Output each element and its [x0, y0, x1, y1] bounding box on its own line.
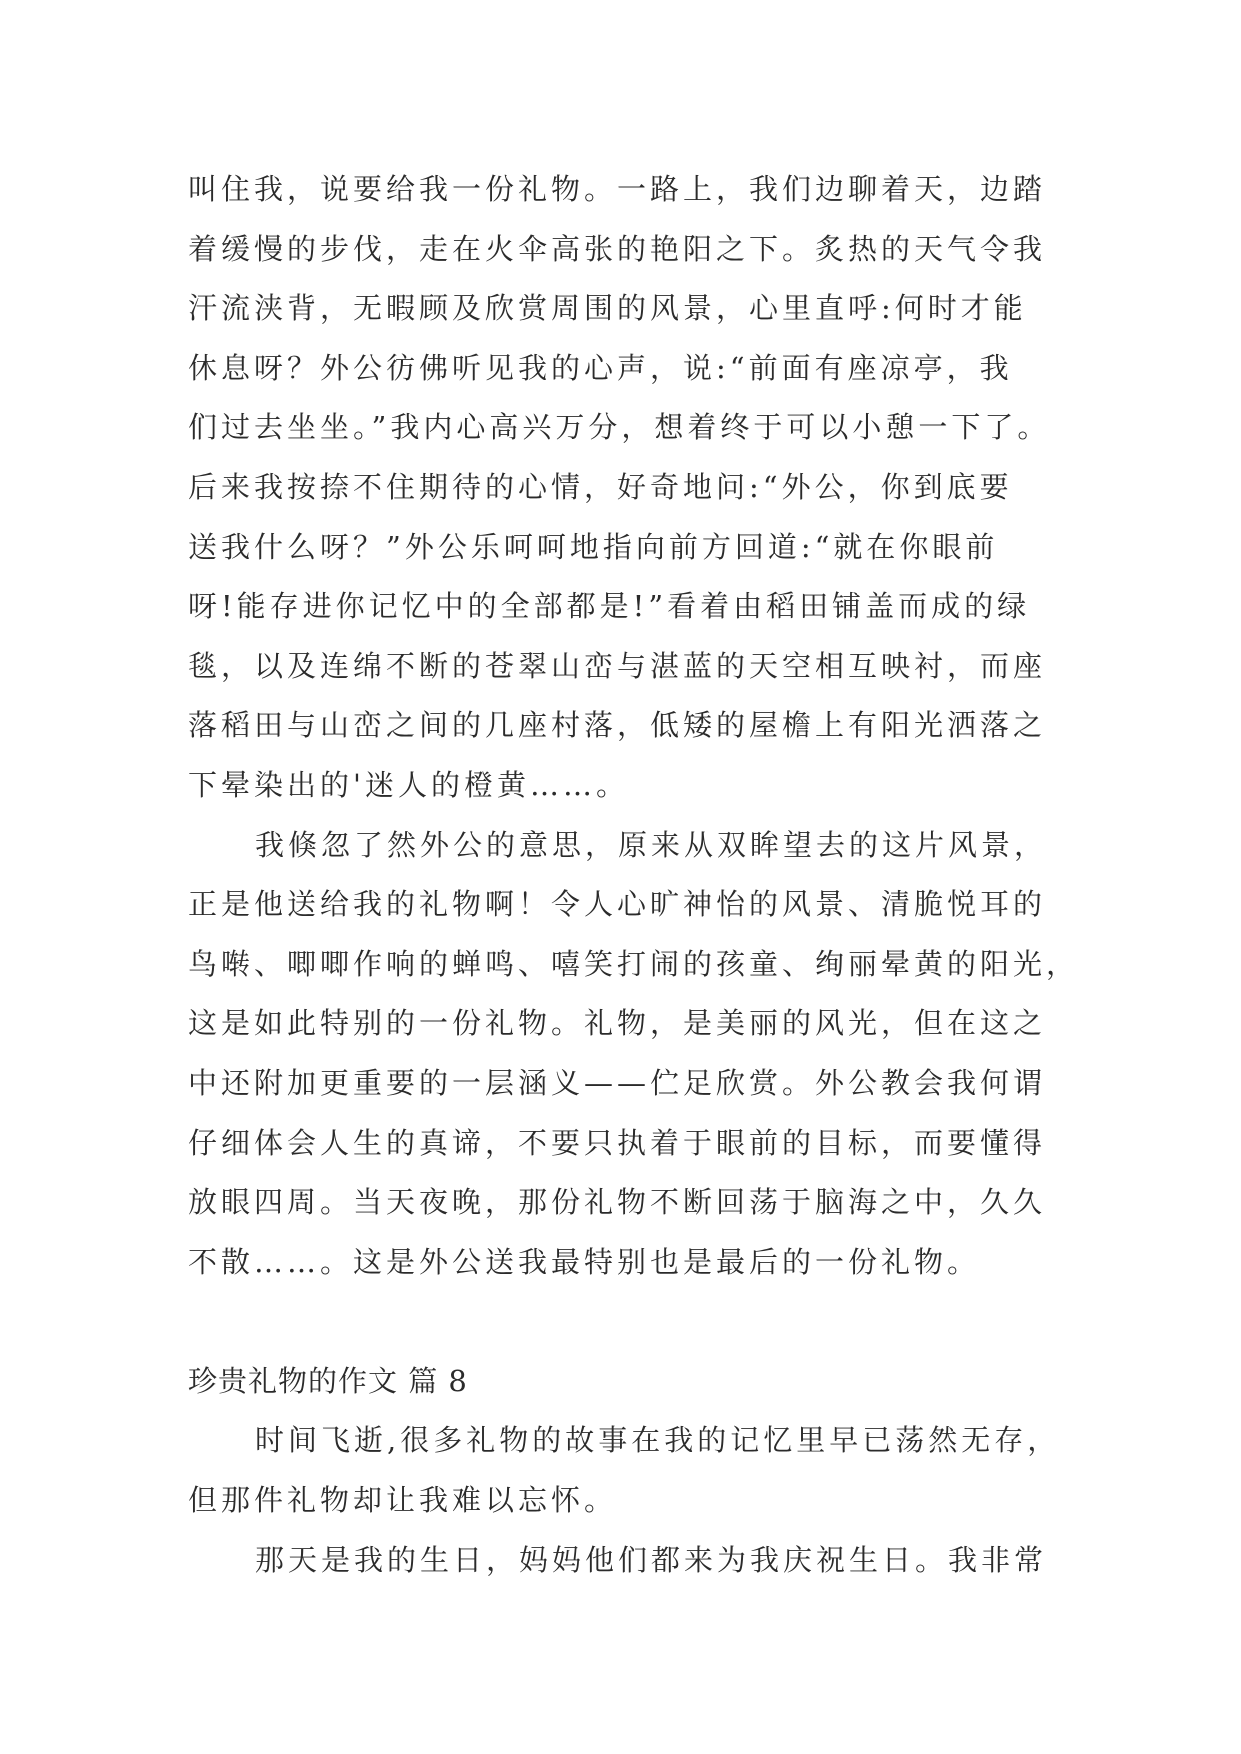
text-line: 落稻田与山峦之间的几座村落，低矮的屋檐上有阳光洒落之 — [188, 708, 1047, 743]
spacer — [188, 1292, 1058, 1352]
paragraph — [188, 1531, 1058, 1591]
text-line: 仔细体会人生的真谛，不要只执着于眼前的目标，而要懂得 — [188, 1125, 1047, 1160]
text-line: 下晕染出的'迷人的橙黄……。 — [188, 767, 629, 802]
text-line: 这是如此特别的一份礼物。礼物，是美丽的风光，但在这之 — [188, 1006, 1047, 1041]
text-line: 但那件礼物却让我难以忘怀。 — [188, 1483, 618, 1518]
text-line: 鸟啭、唧唧作响的蝉鸣、嘻笑打闹的孩童、绚丽晕黄的阳光， — [188, 946, 1080, 981]
text-line: 着缓慢的步伐，走在火伞高张的艳阳之下。炙热的天气令我 — [188, 231, 1047, 266]
text-line: 不散……。这是外公送我最特别也是最后的一份礼物。 — [188, 1244, 981, 1279]
text-line: 休息呀？外公彷佛听见我的心声，说:“前面有座凉亭，我 — [188, 350, 1013, 385]
text-line: 时间飞逝,很多礼物的故事在我的记忆里早已荡然无存， — [255, 1423, 1061, 1458]
text-line: 汗流浃背，无暇顾及欣赏周围的风景，心里直呼:何时才能 — [188, 291, 1027, 326]
text-line: 叫住我，说要给我一份礼物。一路上，我们边聊着天，边踏 — [188, 172, 1047, 206]
section-heading: 珍贵礼物的作文 篇 8 — [188, 1363, 468, 1398]
text-line: 送我什么呀？”外公乐呵呵地指向前方回道:“就在你眼前 — [188, 529, 999, 564]
paragraph — [188, 1411, 1061, 1530]
text-line: 呀!能存进你记忆中的全部都是!”看着由稻田铺盖而成的绿 — [188, 589, 1031, 624]
text-line: 毯，以及连绵不断的苍翠山峦与湛蓝的天空相互映衬，而座 — [188, 648, 1047, 683]
text-line: 中还附加更重要的一层涵义——伫足欣赏。外公教会我何谓 — [188, 1065, 1047, 1100]
text-line: 们过去坐坐。”我内心高兴万分，想着终于可以小憩一下了。 — [188, 410, 1051, 445]
paragraph — [188, 816, 1080, 1293]
text-line: 后来我按捺不住期待的心情，好奇地问:“外公，你到底要 — [188, 469, 1013, 504]
text-line: 正是他送给我的礼物啊！令人心旷神怡的风景、清脆悦耳的 — [188, 887, 1047, 922]
document-body — [188, 160, 1080, 1590]
paragraph — [188, 160, 1058, 816]
text-line: 我倏忽了然外公的意思，原来从双眸望去的这片风景， — [255, 827, 1048, 862]
text-line: 那天是我的生日，妈妈他们都来为我庆祝生日。我非常 — [255, 1542, 1048, 1577]
text-line: 放眼四周。当天夜晚，那份礼物不断回荡于脑海之中，久久 — [188, 1185, 1047, 1220]
